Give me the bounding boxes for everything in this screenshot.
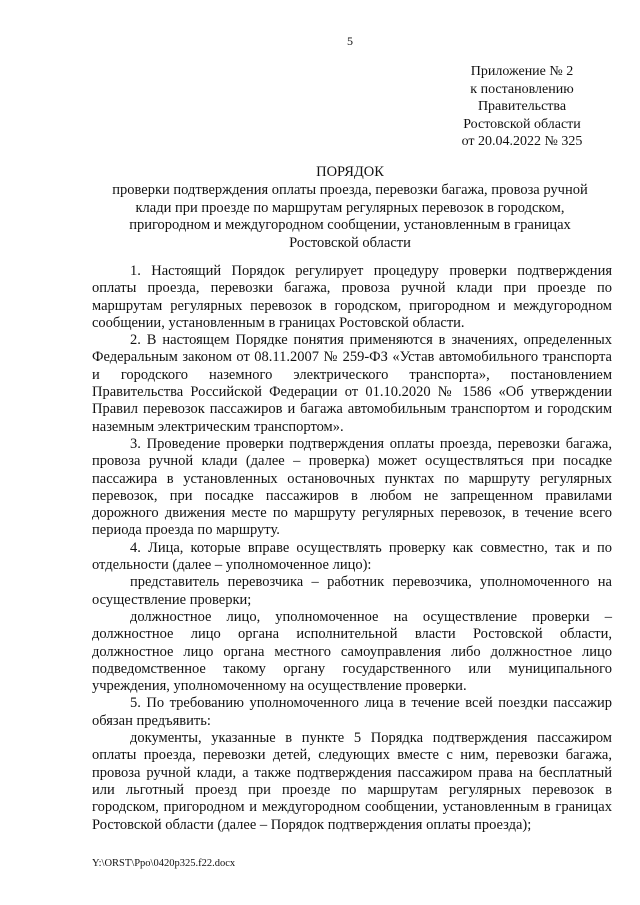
document-body [92,263,612,834]
paragraph: должностное лицо, уполномоченное на осуществление проверки – должностное лицо органа исполнительной власти Ростовской области, должностное лицо органа местного самоуправления либо должностное лицо подведомственное такому органу государственного или муниципального учреждения, уполномоченному на осуществление проверки. [92,608,612,695]
paragraph: 3. Проведение проверки подтверждения оплаты проезда, перевозки багажа, провоза ручной клади (далее – проверка) может осуществляться при посадке пассажира в установленных остановочных пунктах по маршруту регулярных перевозок, при посадке пассажиров в любом не запрещенном правилами дорожного движения месте по маршруту регулярных перевозок, в течение всего периода проезда по маршруту. [92,435,612,539]
document-title: ПОРЯДОК [316,164,384,180]
paragraph: 2. В настоящем Порядке понятия применяются в значениях, определенных Федеральным законом от 08.11.2007 № 259-ФЗ «Устав автомобильного транспорта и городского наземного электрического транспорта», постановлением Правительства Российской Федерации от 01.10.2020 № 1586 «Об утверждении Правил перевозок пассажиров и багажа автомобильным транспортом и городским наземным электрическим транспортом». [92,332,612,435]
paragraph: 5. По требованию уполномоченного лица в течение всей поездки пассажир обязан предъявить: [92,695,612,729]
paragraph: документы, указанные в пункте 5 Порядка подтверждения пассажиром оплаты проезда, перевозки детей, следующих вместе с ним, перевозки багажа, провоза ручной клади, а также подтверждения пассажиром права на бесплатный или льготный проезд при проезде по маршрутам регулярных перевозок в городском, пригородном и междугородном сообщении, установленным в границах Ростовской области (далее – Порядок подтверждения оплаты проезда); [92,730,612,833]
paragraph: представитель перевозчика – работник перевозчика, уполномоченного на осуществление проверки; [92,574,612,608]
page-number: 5 [347,34,353,48]
appendix-line: к постановлению [470,81,574,97]
file-path-footer: Y:\ORST\Ppo\0420p325.f22.docx [92,858,236,869]
paragraph: 4. Лица, которые вправе осуществлять проверку как совместно, так и по отдельности (далее – уполномоченное лицо): [92,539,612,574]
appendix-line: Правительства [477,99,567,115]
paragraph: 1. Настоящий Порядок регулирует процедуру проверки подтверждения оплаты проезда, перевозки багажа, провоза ручной клади при проезде по маршрутам регулярных перевозок в городском, пригородном и междугородном сообщении, установленным в границах Ростовской области. [92,263,612,331]
appendix-line: Ростовской области [463,116,581,132]
document-subtitle: проверки подтверждения оплаты проезда, перевозки багажа, провоза ручной клади при проезде по маршрутам регулярных перевозок в городском, пригородном и междугородном сообщении, установленным в границах Ростовской области [112,182,588,251]
appendix-line: от 20.04.2022 № 325 [461,134,583,150]
appendix-block [448,63,596,151]
appendix-line: Приложение № 2 [470,64,574,79]
